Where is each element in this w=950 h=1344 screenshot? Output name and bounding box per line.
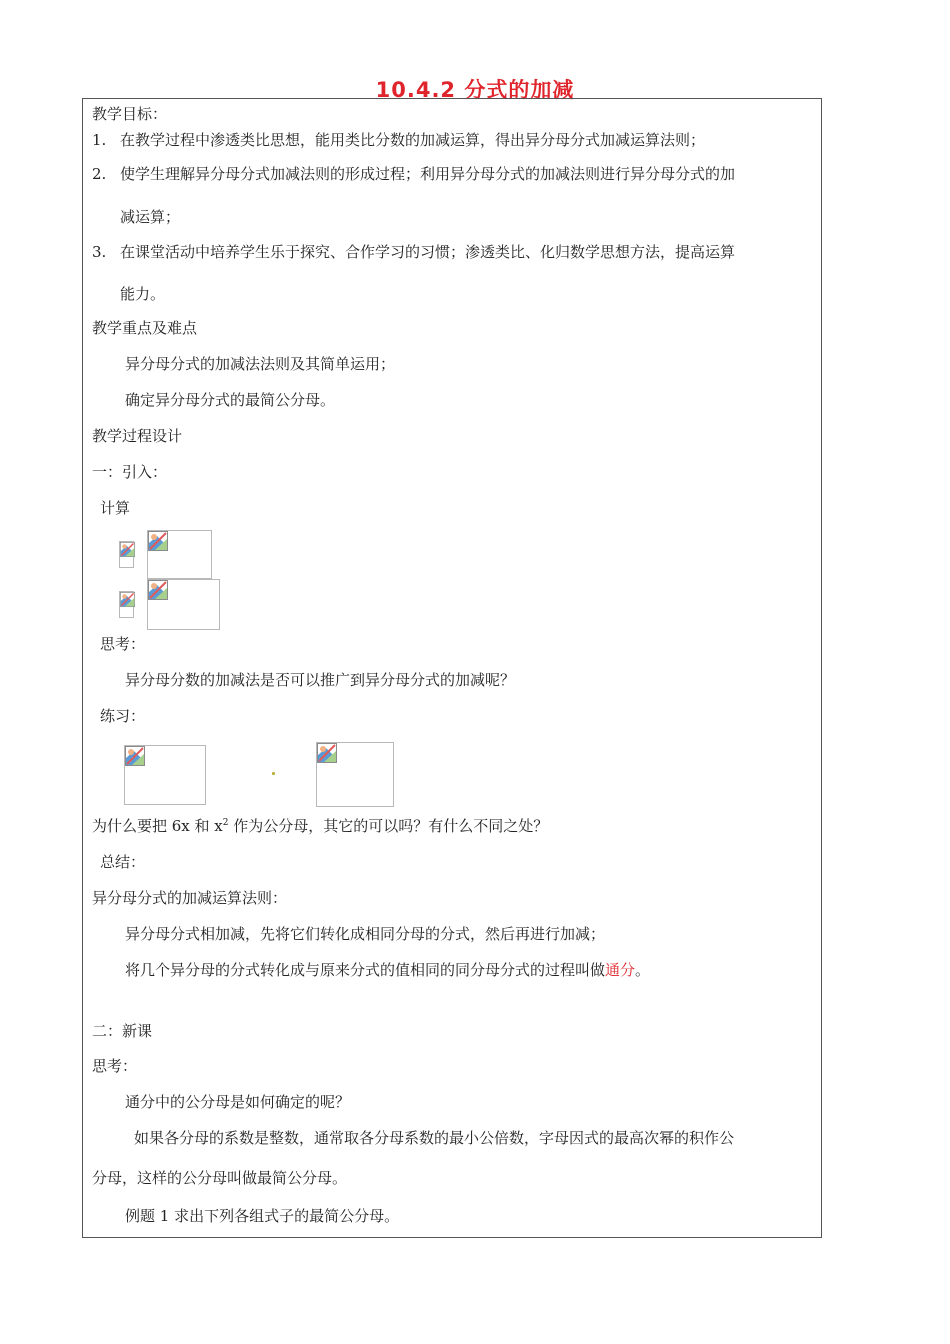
practice-label: 练习： <box>100 707 146 725</box>
highlight-term: 通分 <box>605 961 636 979</box>
objective-2-number: 2. <box>92 165 107 183</box>
calc-label: 计算 <box>100 499 131 517</box>
broken-image-icon <box>120 592 135 607</box>
summary-label: 总结： <box>100 853 146 871</box>
rule-line-2: 将几个异分母的分式转化成与原来分式的值相同的同分母分式的过程叫做通分。 <box>125 961 651 979</box>
formula-image <box>147 530 212 579</box>
explain-line-1: 如果各分母的系数是整数，通常取各分母系数的最小公倍数，字母因式的最高次幂的积作公 <box>134 1129 735 1147</box>
rule-line-1: 异分母分式相加减，先将它们转化成相同分母的分式，然后再进行加减； <box>125 925 606 943</box>
why-question: 为什么要把 6x 和 $x^2$ 作为公分母，其它的可以吗？有什么不同之处？ <box>92 817 549 835</box>
think2-question: 通分中的公分母是如何确定的呢？ <box>125 1093 351 1111</box>
broken-image-icon <box>148 531 168 551</box>
stray-mark <box>272 772 275 775</box>
think2-label: 思考： <box>92 1057 138 1075</box>
explain-line-2: 分母，这样的公分母叫做最简公分母。 <box>92 1169 348 1187</box>
keypoint-1: 异分母分式的加减法法则及其简单运用； <box>125 355 396 373</box>
keypoints-heading: 教学重点及难点 <box>92 319 198 337</box>
rule-heading: 异分母分式的加减运算法则： <box>92 889 288 907</box>
broken-image-icon <box>120 542 135 557</box>
section-intro-heading: 一：引入： <box>92 463 168 481</box>
objective-2-line-2: 减运算； <box>120 208 181 226</box>
objective-1-number: 1. <box>92 131 107 149</box>
objective-3-line-1: 在课堂活动中培养学生乐于探究、合作学习的习惯；渗透类比、化归数学思想方法，提高运算 <box>120 243 736 261</box>
formula-image <box>124 745 206 805</box>
example-1: 例题 1 求出下列各组式子的最简公分母。 <box>125 1207 400 1225</box>
keypoint-2: 确定异分母分式的最简公分母。 <box>125 391 336 409</box>
formula-image <box>119 541 134 568</box>
process-heading: 教学过程设计 <box>92 427 183 445</box>
objectives-heading: 教学目标： <box>92 105 168 123</box>
think-question: 异分母分数的加减法是否可以推广到异分母分式的加减呢？ <box>125 671 516 689</box>
broken-image-icon <box>125 746 145 766</box>
think-label: 思考： <box>100 635 146 653</box>
objective-2-line-1: 使学生理解异分母分式加减法则的形成过程；利用异分母分式的加减法则进行异分母分式的加 <box>120 165 736 183</box>
page-title: 10.4.2 分式的加减 <box>375 78 575 102</box>
objective-3-number: 3. <box>92 243 107 261</box>
section-new-heading: 二：新课 <box>92 1022 153 1040</box>
lesson-table-frame <box>82 98 822 1238</box>
objective-3-line-2: 能力。 <box>120 285 166 303</box>
objective-1-text: 在教学过程中渗透类比思想，能用类比分数的加减运算，得出异分母分式加减运算法则； <box>120 131 706 149</box>
broken-image-icon <box>148 580 168 600</box>
formula-image <box>316 742 394 807</box>
formula-image <box>147 579 220 630</box>
broken-image-icon <box>317 743 337 763</box>
formula-image <box>119 591 134 618</box>
